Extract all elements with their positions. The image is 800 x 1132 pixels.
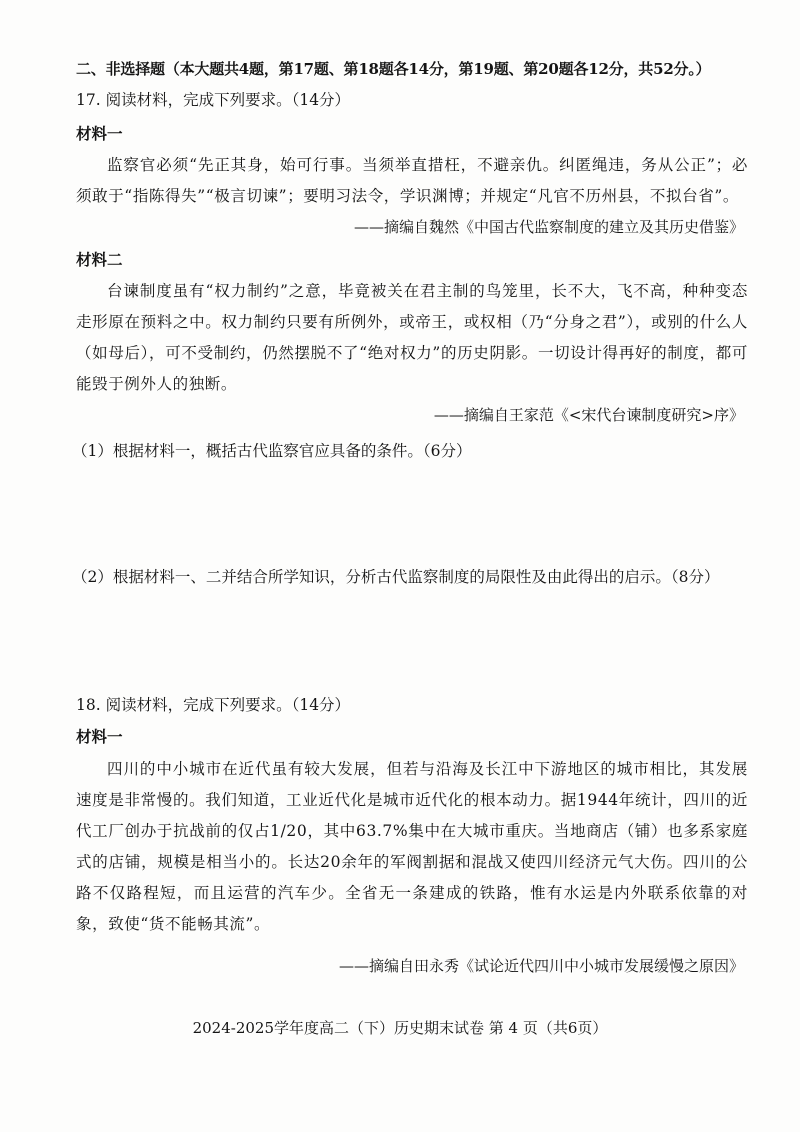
- q17-material-2-source: ——摘编自王家范《<宋代台谏制度研究>序》: [433, 406, 744, 424]
- question-17-title: 17. 阅读材料，完成下列要求。（14分）: [76, 91, 351, 109]
- q17-material-2-label: 材料二: [76, 250, 123, 269]
- q17-subquestion-1: （1）根据材料一，概括古代监察官应具备的条件。（6分）: [72, 442, 472, 460]
- q17-material-1-label: 材料一: [76, 124, 123, 143]
- q17-answer-space-1[interactable]: [76, 468, 748, 564]
- q17-answer-space-2[interactable]: [76, 594, 748, 690]
- q18-material-1-text: 四川的中小城市在近代虽有较大发展，但若与沿海及长江中下游地区的城市相比，其发展速度是非常慢的。我们知道，工业近代化是城市近代化的根本动力。据1944年统计，四川的近代工厂创办于抗战前的仅占1/20，其中63.7%集中在大城市重庆。当地商店（铺）也多系家庭式的店铺，规模是相当小的。长达20余年的军阀割据和混战又使四川经济元气大伤。四川的公路不仅路程短，而且运营的汽车少。全省无一条建成的铁路，惟有水运是内外联系依靠的对象，致使“货不能畅其流”。: [76, 760, 748, 933]
- q17-material-1-text: 监察官必须“先正其身，始可行事。当须举直措枉，不避亲仇。纠匿绳违，务从公正”；必须敢于“指陈得失”“极言切谏”；要明习法令，学识渊博；并规定“凡官不历州县，不拟台省”。: [76, 156, 748, 205]
- q18-material-1-label: 材料一: [76, 727, 123, 746]
- q18-material-1-source: ——摘编自田永秀《试论近代四川中小城市发展缓慢之原因》: [338, 957, 744, 975]
- page-footer: 2024-2025学年度高二（下）历史期末试卷 第 4 页（共6页）: [192, 1019, 608, 1037]
- q17-subquestion-2: （2）根据材料一、二并结合所学知识，分析古代监察制度的局限性及由此得出的启示。（8分）: [72, 568, 720, 586]
- section-heading: 二、非选择题（本大题共4题，第17题、第18题各14分，第19题、第20题各12分，共52分。）: [76, 60, 711, 78]
- q17-material-1-source: ——摘编自魏然《中国古代监察制度的建立及其历史借鉴》: [353, 218, 744, 236]
- question-18-title: 18. 阅读材料，完成下列要求。（14分）: [76, 696, 351, 714]
- q17-material-2-text: 台谏制度虽有“权力制约”之意，毕竟被关在君主制的鸟笼里，长不大，飞不高，种种变态走形原在预料之中。权力制约只要有所例外，或帝王，或权相（乃“分身之君”），或别的什么人（如母后），可不受制约，仍然摆脱不了“绝对权力”的历史阴影。一切设计得再好的制度，都可能毁于例外人的独断。: [76, 282, 748, 393]
